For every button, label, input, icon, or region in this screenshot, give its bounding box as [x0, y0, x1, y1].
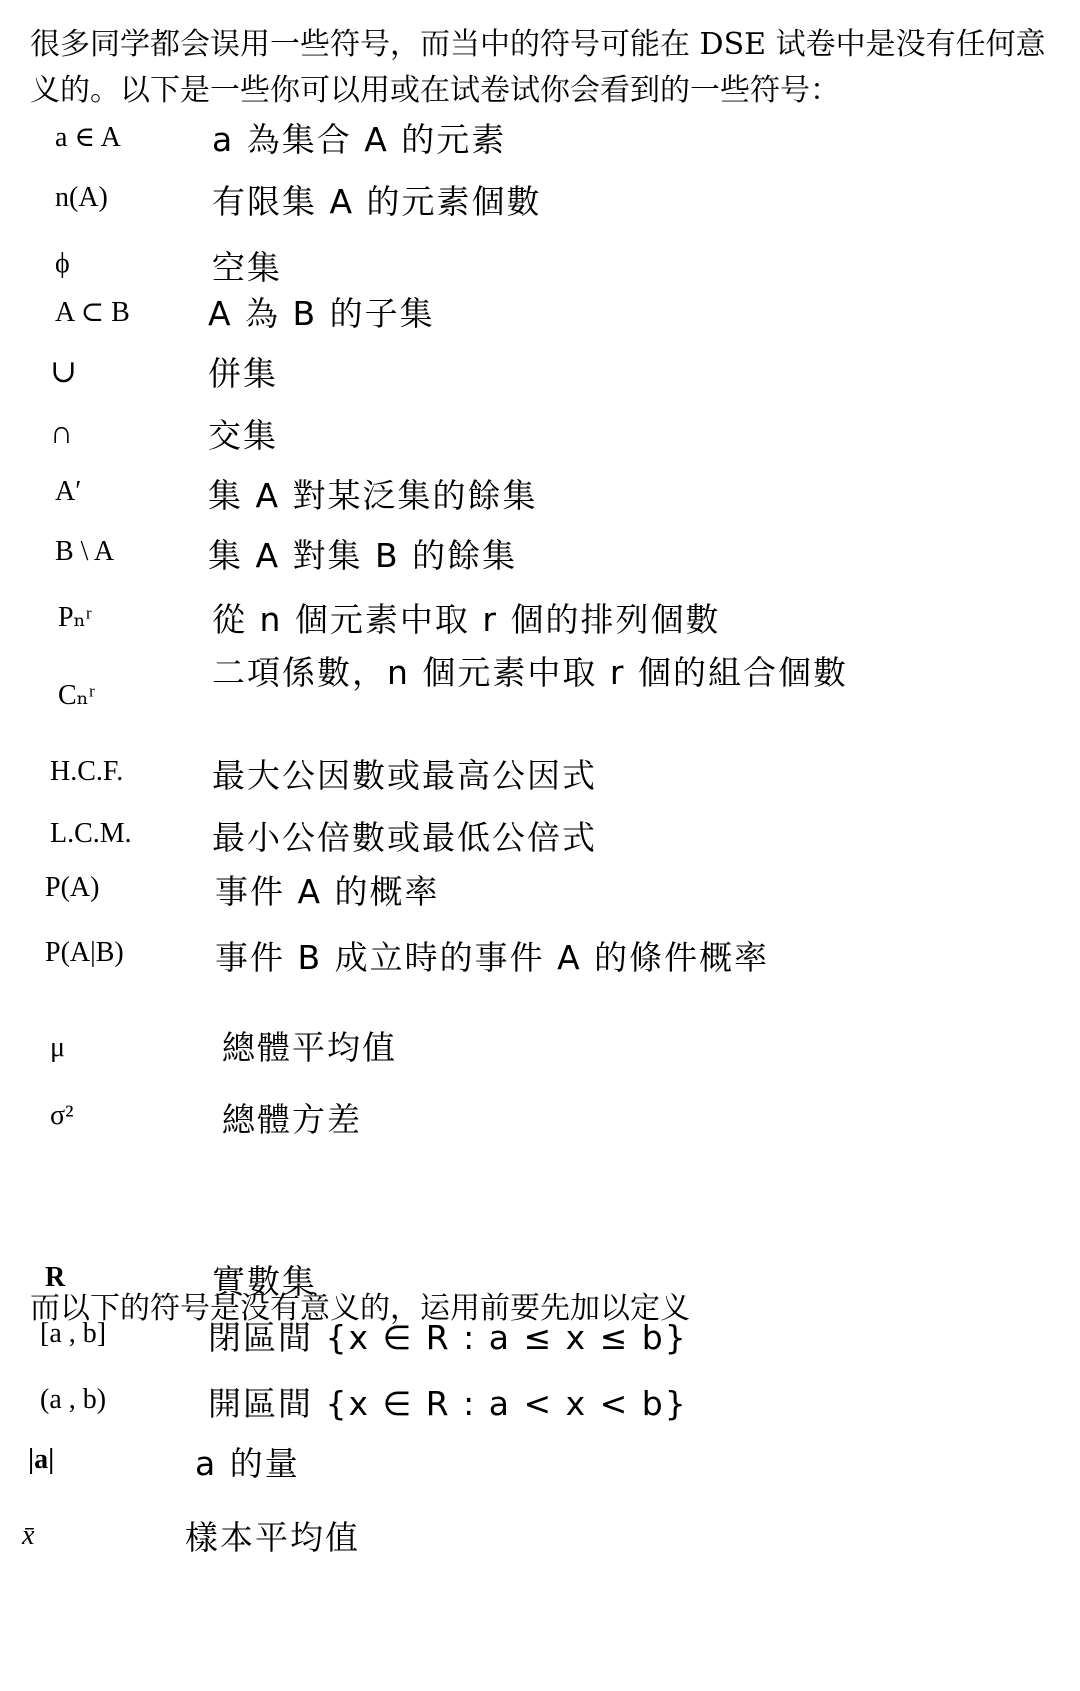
- meaning-empty-set: 空集: [212, 248, 282, 287]
- meaning-permutation: 從 n 個元素中取 r 個的排列個數: [212, 600, 721, 639]
- symbol-closed-interval: [a , b]: [40, 1318, 107, 1349]
- meaning-element-of: a 為集合 A 的元素: [212, 120, 507, 159]
- meaning-union: 併集: [208, 354, 278, 393]
- symbol-probability: P(A): [45, 872, 100, 903]
- symbol-population-mean: μ: [50, 1032, 66, 1063]
- meaning-sample-mean: 樣本平均值: [185, 1518, 360, 1557]
- meaning-magnitude: a 的量: [195, 1444, 300, 1483]
- symbol-conditional-probability: P(A|B): [45, 937, 124, 968]
- symbol-magnitude: |a|: [28, 1444, 55, 1475]
- undefined-symbols-heading: 而以下的符号是没有意义的，运用前要先加以定义: [30, 1291, 690, 1326]
- meaning-hcf: 最大公因數或最高公因式: [212, 756, 597, 795]
- symbol-open-interval: (a , b): [40, 1384, 107, 1415]
- symbol-population-variance: σ²: [50, 1100, 74, 1131]
- meaning-combination: 二項係數，n 個元素中取 r 個的組合個數: [212, 653, 848, 692]
- symbol-sample-mean: x̄: [22, 1520, 35, 1551]
- meaning-population-mean: 總體平均值: [222, 1028, 397, 1067]
- symbol-cardinality: n(A): [55, 182, 108, 213]
- meaning-closed-interval: 閉區間 {x ∈ R : a ≤ x ≤ b}: [208, 1318, 688, 1357]
- meaning-complement: 集 A 對某泛集的餘集: [208, 476, 538, 515]
- symbol-union: ∪: [50, 353, 77, 389]
- symbol-relative-complement: B \ A: [55, 536, 115, 567]
- symbol-subset: A ⊂ B: [55, 297, 130, 328]
- symbol-hcf: H.C.F.: [50, 756, 124, 787]
- meaning-population-variance: 總體方差: [222, 1100, 362, 1139]
- meaning-subset: A 為 B 的子集: [208, 294, 435, 333]
- symbol-lcm: L.C.M.: [50, 818, 132, 849]
- symbol-empty-set: ϕ: [55, 248, 70, 279]
- meaning-probability: 事件 A 的概率: [215, 872, 440, 911]
- intro-paragraph: 很多同学都会误用一些符号，而当中的符号可能在 DSE 试卷中是没有任何意义的。以下是一些你可以用或在试卷试你会看到的一些符号：: [30, 27, 1046, 108]
- symbol-real-numbers: R: [45, 1262, 66, 1293]
- symbol-permutation: Pₙʳ: [58, 602, 92, 633]
- meaning-intersection: 交集: [208, 416, 278, 455]
- meaning-lcm: 最小公倍數或最低公倍式: [212, 818, 597, 857]
- meaning-open-interval: 開區間 {x ∈ R : a < x < b}: [208, 1384, 688, 1423]
- symbol-intersection: ∩: [50, 414, 74, 450]
- meaning-real-numbers: 實數集: [212, 1262, 317, 1301]
- symbol-element-of: a ∈ A: [55, 122, 121, 153]
- meaning-cardinality: 有限集 A 的元素個數: [212, 182, 542, 221]
- meaning-relative-complement: 集 A 對集 B 的餘集: [208, 536, 518, 575]
- symbol-combination: Cₙʳ: [58, 680, 95, 711]
- meaning-conditional-probability: 事件 B 成立時的事件 A 的條件概率: [215, 938, 770, 977]
- symbol-complement: A′: [55, 476, 82, 507]
